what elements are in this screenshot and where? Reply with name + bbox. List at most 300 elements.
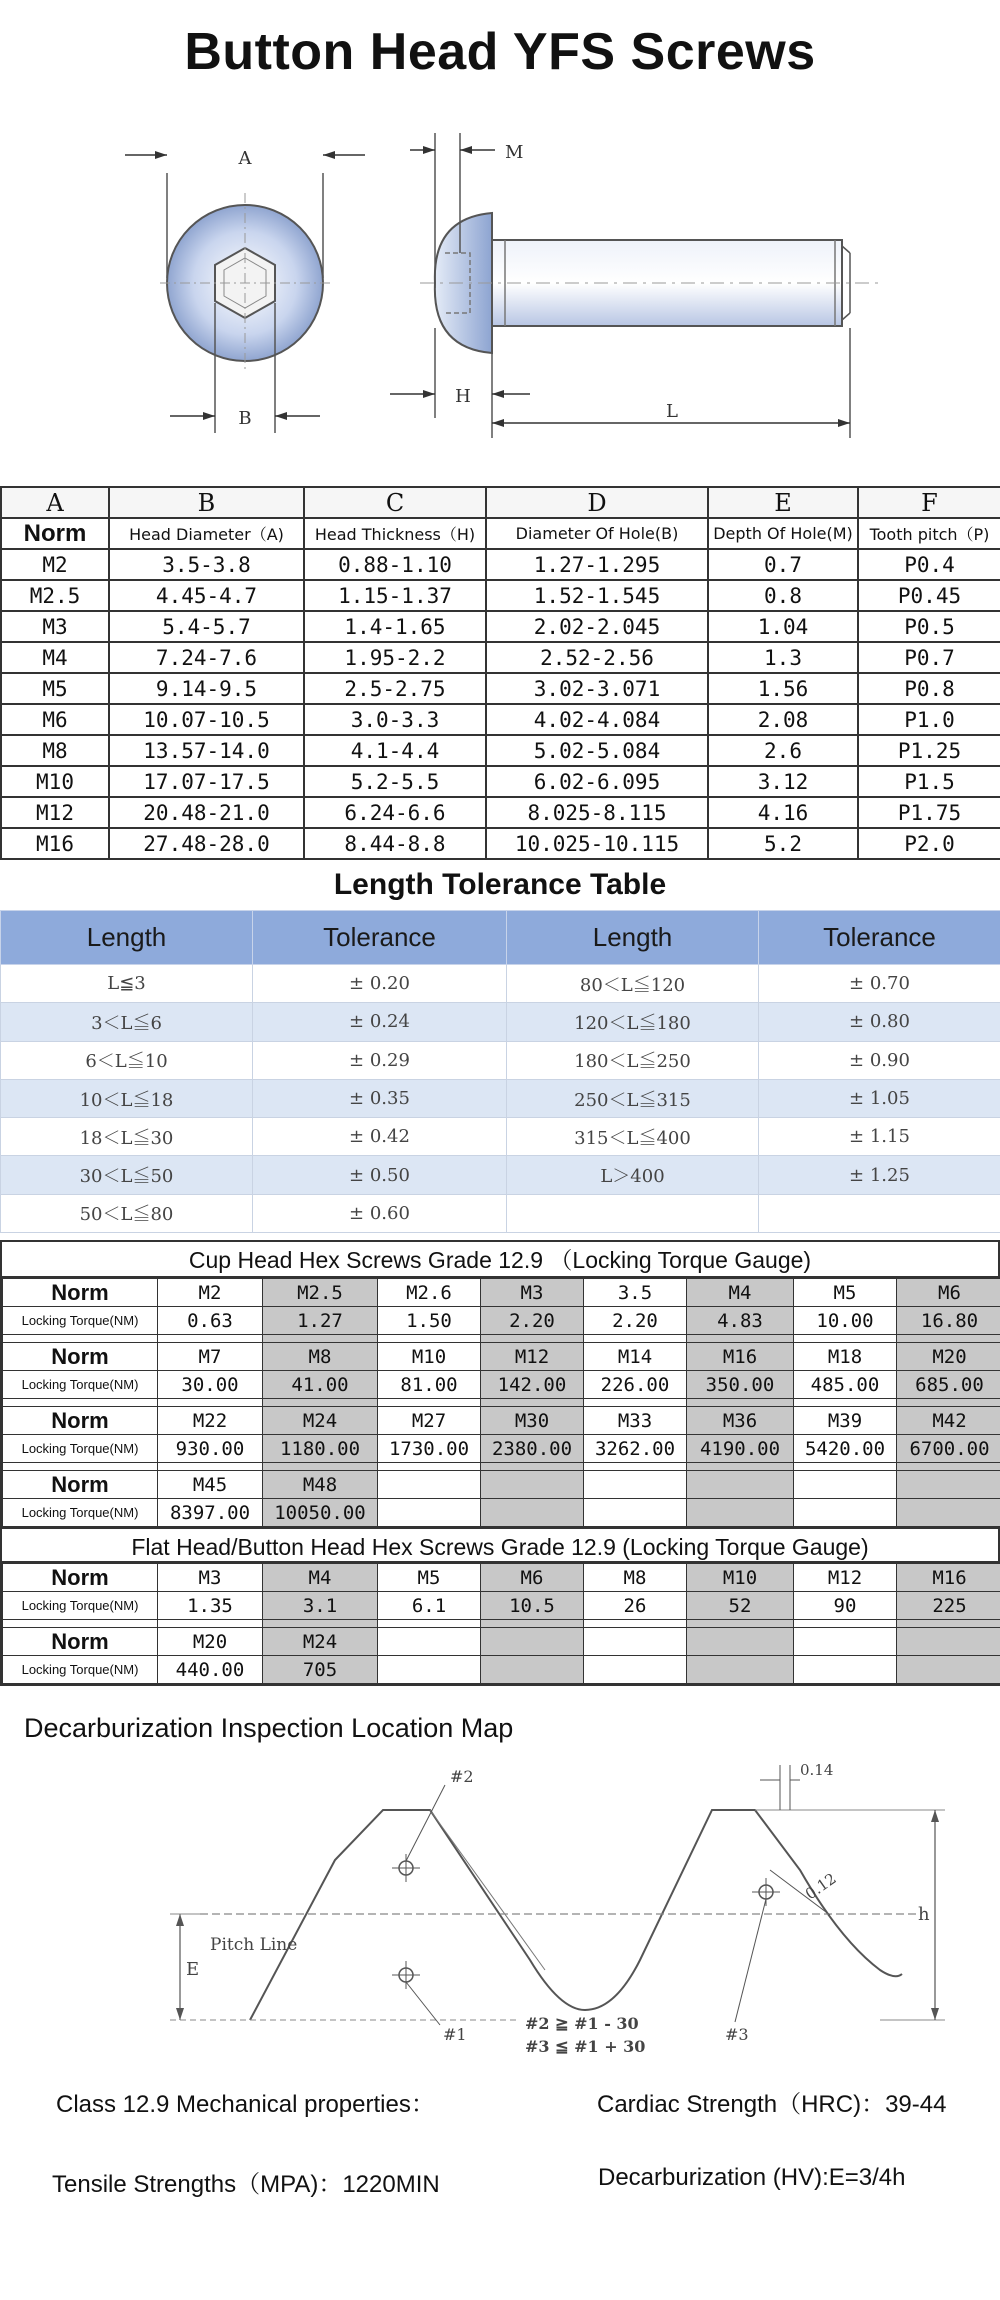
table-cell: 1.3 (708, 642, 858, 673)
spacer-cell (584, 1463, 687, 1471)
torque-value: 1.50 (378, 1307, 481, 1335)
torque-value: 81.00 (378, 1371, 481, 1399)
spacer-cell (794, 1335, 897, 1343)
spacer-cell (584, 1620, 687, 1628)
table-cell: 2.08 (708, 704, 858, 735)
norm-label: Norm (3, 1564, 158, 1592)
norm-cell: M5 (794, 1279, 897, 1307)
column-header-row (1, 518, 1000, 549)
norm-cell: M45 (158, 1471, 263, 1499)
table-cell: 2.6 (708, 735, 858, 766)
torque-value: 6700.00 (897, 1435, 1000, 1463)
column-letter: C (304, 487, 486, 518)
column-header: Depth Of Hole(M) (708, 518, 858, 549)
label-l: L (666, 401, 678, 422)
spacer-cell (794, 1463, 897, 1471)
table-cell: P0.45 (858, 580, 1000, 611)
torque-value: 16.80 (897, 1307, 1000, 1335)
spacer-cell (687, 1399, 794, 1407)
norm-cell: M2 (1, 549, 109, 580)
torque-value (481, 1656, 584, 1684)
norm-label: Norm (3, 1471, 158, 1499)
torque-value: 705 (263, 1656, 378, 1684)
table-cell: 1.04 (708, 611, 858, 642)
spacer-cell (3, 1335, 158, 1343)
norm-cell: M22 (158, 1407, 263, 1435)
torque-row (3, 1592, 1000, 1620)
label-a: A (238, 148, 252, 169)
column-letter: D (486, 487, 708, 518)
dim-0-12: 0.12 (801, 1869, 840, 1904)
length-cell: L＞400 (507, 1156, 759, 1194)
norm-cell: M8 (263, 1343, 378, 1371)
table-cell: 4.16 (708, 797, 858, 828)
table-cell: P1.25 (858, 735, 1000, 766)
tolerance-header: Length (507, 911, 759, 965)
length-cell: 50＜L≦80 (1, 1194, 253, 1232)
table-cell: 20.48-21.0 (109, 797, 304, 828)
table-cell: 3.12 (708, 766, 858, 797)
torque-value: 4.83 (687, 1307, 794, 1335)
table-row (1, 1003, 1000, 1041)
table-cell: P0.5 (858, 611, 1000, 642)
thread-profile (250, 1810, 902, 2020)
class-label: Class 12.9 Mechanical properties： (56, 2091, 435, 2118)
table-row (1, 673, 1000, 704)
torque-value: 1180.00 (263, 1435, 378, 1463)
torque-value: 5420.00 (794, 1435, 897, 1463)
table-cell: 5.2-5.5 (304, 766, 486, 797)
table-cell: 8.44-8.8 (304, 828, 486, 859)
torque-value (378, 1656, 481, 1684)
torque-value: 90 (794, 1592, 897, 1620)
torque-value: 1.27 (263, 1307, 378, 1335)
column-letter: A (1, 487, 109, 518)
flat-head-caption: Flat Head/Button Head Hex Screws Grade 12.9 (Locking Torque Gauge) (2, 1527, 998, 1563)
column-header: Head Diameter（A) (109, 518, 304, 549)
table-cell: 2.02-2.045 (486, 611, 708, 642)
norm-cell: M14 (584, 1343, 687, 1371)
norm-cell: M2.5 (263, 1279, 378, 1307)
tolerance-header: Length (1, 911, 253, 965)
cup-head-torque-table (2, 1278, 1000, 1527)
table-row (1, 549, 1000, 580)
label-h-small: h (918, 1904, 930, 1925)
norm-cell: M20 (158, 1628, 263, 1656)
spacer-cell (263, 1463, 378, 1471)
norm-cell: M5 (1, 673, 109, 704)
norm-cell: M5 (378, 1564, 481, 1592)
spacer-cell (158, 1463, 263, 1471)
table-cell: 1.4-1.65 (304, 611, 486, 642)
table-cell: 17.07-17.5 (109, 766, 304, 797)
norm-cell (687, 1471, 794, 1499)
tolerance-cell: ± 0.24 (253, 1003, 507, 1041)
length-cell: 18＜L≦30 (1, 1118, 253, 1156)
spacer-cell (897, 1463, 1000, 1471)
table-row (1, 1118, 1000, 1156)
spacer-cell (794, 1620, 897, 1628)
length-cell: L≦3 (1, 965, 253, 1003)
norm-cell: M16 (897, 1564, 1000, 1592)
tolerance-cell: ± 0.90 (759, 1041, 1000, 1079)
spacer-cell (897, 1399, 1000, 1407)
length-cell: 120＜L≦180 (507, 1003, 759, 1041)
norm-cell (897, 1471, 1000, 1499)
table-cell: 9.14-9.5 (109, 673, 304, 704)
torque-value (481, 1499, 584, 1527)
table-cell: 6.24-6.6 (304, 797, 486, 828)
norm-cell: M3 (481, 1279, 584, 1307)
torque-value: 4190.00 (687, 1435, 794, 1463)
torque-value (897, 1656, 1000, 1684)
spacer-cell (378, 1335, 481, 1343)
torque-value: 930.00 (158, 1435, 263, 1463)
label-m: M (505, 142, 524, 163)
norm-cell: M2.6 (378, 1279, 481, 1307)
length-cell (507, 1194, 759, 1232)
norm-cell (584, 1471, 687, 1499)
column-letter: B (109, 487, 304, 518)
norm-cell: M12 (794, 1564, 897, 1592)
norm-cell (897, 1628, 1000, 1656)
table-row (1, 735, 1000, 766)
norm-cell (584, 1628, 687, 1656)
label-e: E (186, 1959, 200, 1980)
column-header: Head Thickness（H) (304, 518, 486, 549)
norm-label: Norm (3, 1628, 158, 1656)
norm-cell: M16 (687, 1343, 794, 1371)
norm-cell: M8 (1, 735, 109, 766)
table-cell: P1.0 (858, 704, 1000, 735)
cup-head-caption: Cup Head Hex Screws Grade 12.9 （Locking Torque Gauge) (2, 1242, 998, 1278)
tolerance-header: Tolerance (759, 911, 1000, 965)
torque-value (687, 1656, 794, 1684)
column-letter: F (858, 487, 1000, 518)
norm-cell: M4 (687, 1279, 794, 1307)
norm-cell: M4 (263, 1564, 378, 1592)
table-cell: 13.57-14.0 (109, 735, 304, 766)
torque-label: Locking Torque(NM) (3, 1592, 158, 1620)
spacer-cell (3, 1463, 158, 1471)
spacer-row (3, 1335, 1000, 1343)
table-cell: 7.24-7.6 (109, 642, 304, 673)
torque-value: 1730.00 (378, 1435, 481, 1463)
table-cell: 3.02-3.071 (486, 673, 708, 704)
tolerance-cell: ± 1.25 (759, 1156, 1000, 1194)
norm-cell: M27 (378, 1407, 481, 1435)
spacer-row (3, 1463, 1000, 1471)
decarb-inspection-map (0, 1750, 1000, 2070)
torque-label: Locking Torque(NM) (3, 1656, 158, 1684)
tolerance-header-row (1, 911, 1000, 965)
table-row (1, 828, 1000, 859)
table-cell: P0.7 (858, 642, 1000, 673)
norm-label: Norm (3, 1279, 158, 1307)
torque-value: 142.00 (481, 1371, 584, 1399)
column-header: Tooth pitch（P) (858, 518, 1000, 549)
norm-cell (794, 1628, 897, 1656)
torque-value (584, 1499, 687, 1527)
length-cell: 6＜L≦10 (1, 1041, 253, 1079)
tolerance-table (0, 910, 1000, 1233)
norm-cell: M48 (263, 1471, 378, 1499)
torque-row (3, 1435, 1000, 1463)
spacer-cell (158, 1399, 263, 1407)
torque-label: Locking Torque(NM) (3, 1499, 158, 1527)
decarburization-value: Decarburization (HV):E=3/4h (598, 2164, 906, 2191)
norm-cell: M42 (897, 1407, 1000, 1435)
norm-cell: M12 (481, 1343, 584, 1371)
table-cell: 0.7 (708, 549, 858, 580)
table-cell: 0.8 (708, 580, 858, 611)
torque-value: 10.00 (794, 1307, 897, 1335)
torque-value (794, 1656, 897, 1684)
torque-value: 10050.00 (263, 1499, 378, 1527)
table-row (1, 704, 1000, 735)
spacer-cell (794, 1399, 897, 1407)
torque-value: 10.5 (481, 1592, 584, 1620)
norm-cell: M30 (481, 1407, 584, 1435)
torque-value (687, 1499, 794, 1527)
spacer-cell (687, 1335, 794, 1343)
norm-cell: M2 (158, 1279, 263, 1307)
torque-label: Locking Torque(NM) (3, 1371, 158, 1399)
norm-label: Norm (3, 1343, 158, 1371)
length-cell: 3＜L≦6 (1, 1003, 253, 1041)
norm-cell: M18 (794, 1343, 897, 1371)
torque-value: 0.63 (158, 1307, 263, 1335)
torque-value: 2.20 (481, 1307, 584, 1335)
torque-value: 6.1 (378, 1592, 481, 1620)
table-row (1, 580, 1000, 611)
table-cell: 3.5-3.8 (109, 549, 304, 580)
table-cell: 2.52-2.56 (486, 642, 708, 673)
table-cell: 2.5-2.75 (304, 673, 486, 704)
torque-value (584, 1656, 687, 1684)
torque-value (378, 1499, 481, 1527)
spacer-cell (378, 1399, 481, 1407)
norm-cell: M4 (1, 642, 109, 673)
tolerance-cell: ± 1.15 (759, 1118, 1000, 1156)
torque-label: Locking Torque(NM) (3, 1307, 158, 1335)
table-row (1, 1156, 1000, 1194)
torque-label: Locking Torque(NM) (3, 1435, 158, 1463)
label-h: H (455, 386, 471, 407)
table-cell: 1.27-1.295 (486, 549, 708, 580)
norm-cell: M36 (687, 1407, 794, 1435)
norm-row (3, 1564, 1000, 1592)
length-cell: 10＜L≦18 (1, 1079, 253, 1117)
table-cell: 10.07-10.5 (109, 704, 304, 735)
norm-cell: M24 (263, 1407, 378, 1435)
norm-cell (794, 1471, 897, 1499)
table-row (1, 1079, 1000, 1117)
norm-cell (687, 1628, 794, 1656)
cup-head-torque-section (0, 1240, 1000, 1686)
table-row (1, 797, 1000, 828)
pitch-line-label: Pitch Line (210, 1935, 298, 1955)
spacer-cell (481, 1335, 584, 1343)
norm-cell: M3 (158, 1564, 263, 1592)
table-cell: P2.0 (858, 828, 1000, 859)
table-cell: 10.025-10.115 (486, 828, 708, 859)
torque-value: 41.00 (263, 1371, 378, 1399)
length-cell: 315＜L≦400 (507, 1118, 759, 1156)
tolerance-cell: ± 0.35 (253, 1079, 507, 1117)
table-cell: 5.4-5.7 (109, 611, 304, 642)
torque-row (3, 1656, 1000, 1684)
tolerance-cell: ± 0.60 (253, 1194, 507, 1232)
spacer-cell (263, 1335, 378, 1343)
label-2: #2 (450, 1767, 474, 1786)
norm-cell: 3.5 (584, 1279, 687, 1307)
torque-value: 26 (584, 1592, 687, 1620)
tolerance-title: Length Tolerance Table (333, 868, 667, 901)
length-cell: 250＜L≦315 (507, 1079, 759, 1117)
spacer-cell (687, 1620, 794, 1628)
screw-dimension-diagram (0, 128, 1000, 468)
norm-cell: M7 (158, 1343, 263, 1371)
tolerance-cell: ± 1.05 (759, 1079, 1000, 1117)
table-cell: P0.4 (858, 549, 1000, 580)
formula-1: #2 ≧ #1 - 30 (525, 2014, 639, 2033)
column-letters-row (1, 487, 1000, 518)
spacer-cell (3, 1620, 158, 1628)
page-title: Button Head YFS Screws (184, 23, 816, 81)
table-cell: 8.025-8.115 (486, 797, 708, 828)
torque-value: 485.00 (794, 1371, 897, 1399)
tolerance-cell: ± 0.29 (253, 1041, 507, 1079)
table-cell: 4.45-4.7 (109, 580, 304, 611)
norm-label: Norm (3, 1407, 158, 1435)
table-cell: 1.15-1.37 (304, 580, 486, 611)
tolerance-table-body (1, 965, 1000, 1233)
formula-2: #3 ≦ #1 + 30 (525, 2037, 646, 2056)
table-cell: 1.52-1.545 (486, 580, 708, 611)
torque-value: 3262.00 (584, 1435, 687, 1463)
table-cell: 0.88-1.10 (304, 549, 486, 580)
norm-row (3, 1279, 1000, 1307)
table-cell: 5.2 (708, 828, 858, 859)
norm-cell (481, 1471, 584, 1499)
spacer-cell (378, 1620, 481, 1628)
spacer-cell (158, 1335, 263, 1343)
norm-cell: M3 (1, 611, 109, 642)
torque-value: 226.00 (584, 1371, 687, 1399)
column-header: Diameter Of Hole(B) (486, 518, 708, 549)
torque-value: 225 (897, 1592, 1000, 1620)
spacer-row (3, 1620, 1000, 1628)
dimension-table-body (1, 549, 1000, 859)
norm-cell: M39 (794, 1407, 897, 1435)
norm-cell (378, 1628, 481, 1656)
norm-cell: M6 (1, 704, 109, 735)
norm-row (3, 1628, 1000, 1656)
column-header: Norm (1, 518, 109, 549)
label-1: #1 (443, 2025, 467, 2044)
spacer-cell (263, 1620, 378, 1628)
norm-cell: M10 (1, 766, 109, 797)
decarb-title: Decarburization Inspection Location Map (24, 1713, 514, 1743)
norm-cell: M2.5 (1, 580, 109, 611)
torque-value: 52 (687, 1592, 794, 1620)
table-cell: P0.8 (858, 673, 1000, 704)
torque-value: 30.00 (158, 1371, 263, 1399)
length-cell: 180＜L≦250 (507, 1041, 759, 1079)
tolerance-cell: ± 0.42 (253, 1118, 507, 1156)
norm-cell: M16 (1, 828, 109, 859)
norm-cell: M33 (584, 1407, 687, 1435)
torque-row (3, 1307, 1000, 1335)
torque-value: 2.20 (584, 1307, 687, 1335)
torque-value: 8397.00 (158, 1499, 263, 1527)
spacer-cell (3, 1399, 158, 1407)
head-front-view (125, 148, 365, 433)
torque-value: 685.00 (897, 1371, 1000, 1399)
length-cell: 30＜L≦50 (1, 1156, 253, 1194)
hardness-value: Cardiac Strength（HRC)：39-44 (597, 2091, 947, 2118)
table-row (1, 766, 1000, 797)
spacer-cell (378, 1463, 481, 1471)
label-b: B (238, 408, 252, 429)
tolerance-cell: ± 0.20 (253, 965, 507, 1003)
tolerance-cell (759, 1194, 1000, 1232)
table-row (1, 1194, 1000, 1232)
spacer-cell (481, 1620, 584, 1628)
flat-head-torque-table (2, 1563, 1000, 1684)
spacer-cell (897, 1335, 1000, 1343)
table-row (1, 642, 1000, 673)
screw-side-view (390, 133, 880, 438)
spacer-cell (687, 1463, 794, 1471)
torque-value (897, 1499, 1000, 1527)
norm-cell (481, 1628, 584, 1656)
norm-cell: M10 (378, 1343, 481, 1371)
table-cell: 1.56 (708, 673, 858, 704)
spacer-cell (158, 1620, 263, 1628)
spacer-cell (481, 1463, 584, 1471)
spacer-cell (481, 1399, 584, 1407)
spacer-cell (584, 1399, 687, 1407)
torque-value: 350.00 (687, 1371, 794, 1399)
norm-cell: M6 (481, 1564, 584, 1592)
table-row (1, 611, 1000, 642)
torque-row (3, 1499, 1000, 1527)
norm-cell (378, 1471, 481, 1499)
torque-value (794, 1499, 897, 1527)
spacer-cell (263, 1399, 378, 1407)
tolerance-header: Tolerance (253, 911, 507, 965)
tolerance-cell: ± 0.50 (253, 1156, 507, 1194)
length-cell: 80＜L≦120 (507, 965, 759, 1003)
norm-cell: M10 (687, 1564, 794, 1592)
norm-cell: M6 (897, 1279, 1000, 1307)
norm-cell: M20 (897, 1343, 1000, 1371)
torque-value: 3.1 (263, 1592, 378, 1620)
spacer-row (3, 1399, 1000, 1407)
dim-0-14: 0.14 (800, 1761, 834, 1779)
torque-value: 440.00 (158, 1656, 263, 1684)
tolerance-cell: ± 0.80 (759, 1003, 1000, 1041)
table-cell: 6.02-6.095 (486, 766, 708, 797)
torque-row (3, 1371, 1000, 1399)
torque-value: 1.35 (158, 1592, 263, 1620)
tensile-value: Tensile Strengths（MPA)：1220MIN (52, 2171, 440, 2198)
dimension-table (0, 486, 1000, 860)
table-cell: 4.1-4.4 (304, 735, 486, 766)
table-cell: P1.75 (858, 797, 1000, 828)
